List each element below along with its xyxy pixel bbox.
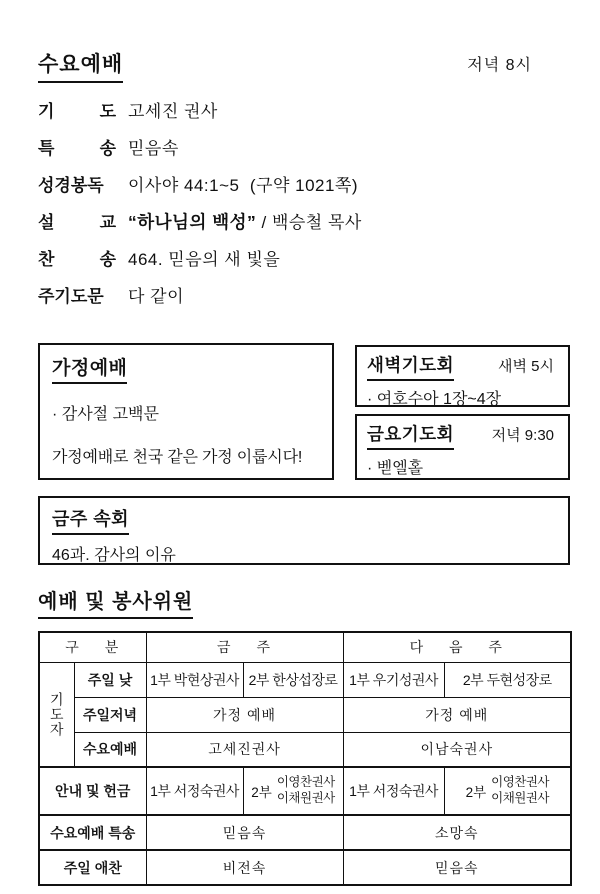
- cell-next-week: 이남숙권사: [343, 732, 571, 767]
- dawn-prayer-time: 새벽 5시: [498, 358, 554, 375]
- friday-prayer-box: [355, 414, 570, 480]
- family-worship-line1: · 감사절 고백문: [52, 406, 159, 423]
- row-label: 안내 및 헌금: [39, 767, 146, 815]
- prayer-meeting-boxes: [355, 343, 570, 480]
- cell-this-week-1bu: 1부 박현상권사: [146, 662, 243, 697]
- list-item-sermon: [38, 208, 570, 245]
- weekly-class-title: 금주 속회: [52, 505, 129, 535]
- dawn-prayer-header: [367, 352, 558, 381]
- cell-this-week-1bu: 1부 서정숙권사: [146, 767, 243, 815]
- item-label: 주기도문: [38, 287, 104, 306]
- table-row-usher-offering: [39, 767, 571, 815]
- family-worship-box: [38, 343, 334, 480]
- notice-boxes: [38, 343, 570, 480]
- dawn-prayer-title: 새벽기도회: [367, 352, 454, 381]
- usher-names: [491, 775, 549, 806]
- wednesday-worship-header: [38, 48, 570, 83]
- sermon-preacher: / 백승철 목사: [256, 213, 362, 232]
- table-row-wednesday: [39, 732, 571, 767]
- header-this-week: 금 주: [146, 632, 343, 662]
- item-value: 464. 믿음의 새 빛을: [128, 250, 281, 269]
- cell-next-week: 믿음속: [343, 850, 571, 885]
- usher-split: [245, 775, 342, 806]
- committee-section-title: 예배 및 봉사위원: [38, 585, 193, 619]
- header-next-week: 다 음 주: [343, 632, 571, 662]
- part-label: 2부: [251, 785, 272, 800]
- friday-prayer-title: 금요기도회: [367, 421, 454, 450]
- header-category: 구 분: [39, 632, 146, 662]
- list-item-prayer: [38, 97, 570, 134]
- part-label: 2부: [465, 785, 487, 800]
- usher-name: 이채원권사: [491, 791, 550, 805]
- list-item-special-song: [38, 134, 570, 171]
- cell-next-week-2bu: [444, 767, 571, 815]
- wednesday-worship-time: 저녁 8시: [467, 57, 532, 74]
- item-value: 믿음속: [128, 139, 179, 158]
- usher-name: 이영찬권사: [491, 775, 550, 790]
- table-row-sunday-day: [39, 662, 571, 697]
- usher-name: 이채원권사: [276, 791, 335, 805]
- item-label: 기 도: [38, 102, 116, 121]
- cell-next-week: 소망속: [343, 815, 571, 850]
- cell-next-week-1bu: 1부 서정숙권사: [343, 767, 444, 815]
- item-value: [128, 208, 362, 234]
- item-label: 설 교: [38, 213, 116, 232]
- usher-split: [446, 775, 570, 806]
- dawn-prayer-content: · 여호수아 1장~4장: [367, 391, 502, 408]
- list-item-hymn: [38, 245, 570, 282]
- family-worship-line2: 가정예배로 천국 같은 가정 이룹시다!: [52, 449, 303, 466]
- row-label: 주일 애찬: [39, 850, 146, 885]
- weekly-class-box: [38, 496, 570, 565]
- cell-this-week: 가정 예배: [146, 697, 343, 732]
- cell-this-week-2bu: 2부 한상섭장로: [243, 662, 343, 697]
- row-label: 수요예배 특송: [39, 815, 146, 850]
- item-label: 특 송: [38, 139, 116, 158]
- friday-prayer-header: [367, 421, 558, 450]
- item-label: 성경봉독: [38, 176, 104, 195]
- dawn-prayer-box: [355, 345, 570, 407]
- item-value: 고세진 권사: [128, 102, 218, 121]
- row-label: 주일저녁: [74, 697, 146, 732]
- sermon-title: “하나님의 백성”: [128, 212, 257, 232]
- cell-next-week: 가정 예배: [343, 697, 571, 732]
- order-of-worship-list: [38, 97, 570, 319]
- friday-prayer-content: · 벧엘홀: [367, 460, 424, 477]
- cell-this-week: 비전속: [146, 850, 343, 885]
- item-value: 다 같이: [128, 287, 184, 306]
- item-value: 이사야 44:1~5 (구약 1021쪽): [128, 176, 359, 195]
- prayer-group-label: 기도자: [39, 662, 74, 767]
- list-item-lords-prayer: [38, 282, 570, 319]
- table-row-sunday-evening: [39, 697, 571, 732]
- row-label: 주일 낮: [74, 662, 146, 697]
- cell-this-week: 믿음속: [146, 815, 343, 850]
- cell-this-week-2bu: [243, 767, 343, 815]
- cell-next-week-1bu: 1부 우기성권사: [343, 662, 444, 697]
- table-row-wednesday-special: [39, 815, 571, 850]
- family-worship-title: 가정예배: [52, 353, 127, 384]
- item-label: 찬 송: [38, 250, 116, 269]
- usher-names: [277, 775, 335, 806]
- row-label: 수요예배: [74, 732, 146, 767]
- wednesday-worship-title: 수요예배: [38, 48, 123, 83]
- table-header-row: [39, 632, 571, 662]
- cell-next-week-2bu: 2부 두현성장로: [444, 662, 571, 697]
- committee-table: [38, 631, 572, 886]
- weekly-class-content: 46과. 감사의 이유: [52, 547, 176, 564]
- cell-this-week: 고세진권사: [146, 732, 343, 767]
- friday-prayer-time: 저녁 9:30: [491, 427, 554, 444]
- table-row-sunday-communion: [39, 850, 571, 885]
- usher-name: 이영찬권사: [276, 775, 335, 790]
- list-item-scripture-reading: [38, 171, 570, 208]
